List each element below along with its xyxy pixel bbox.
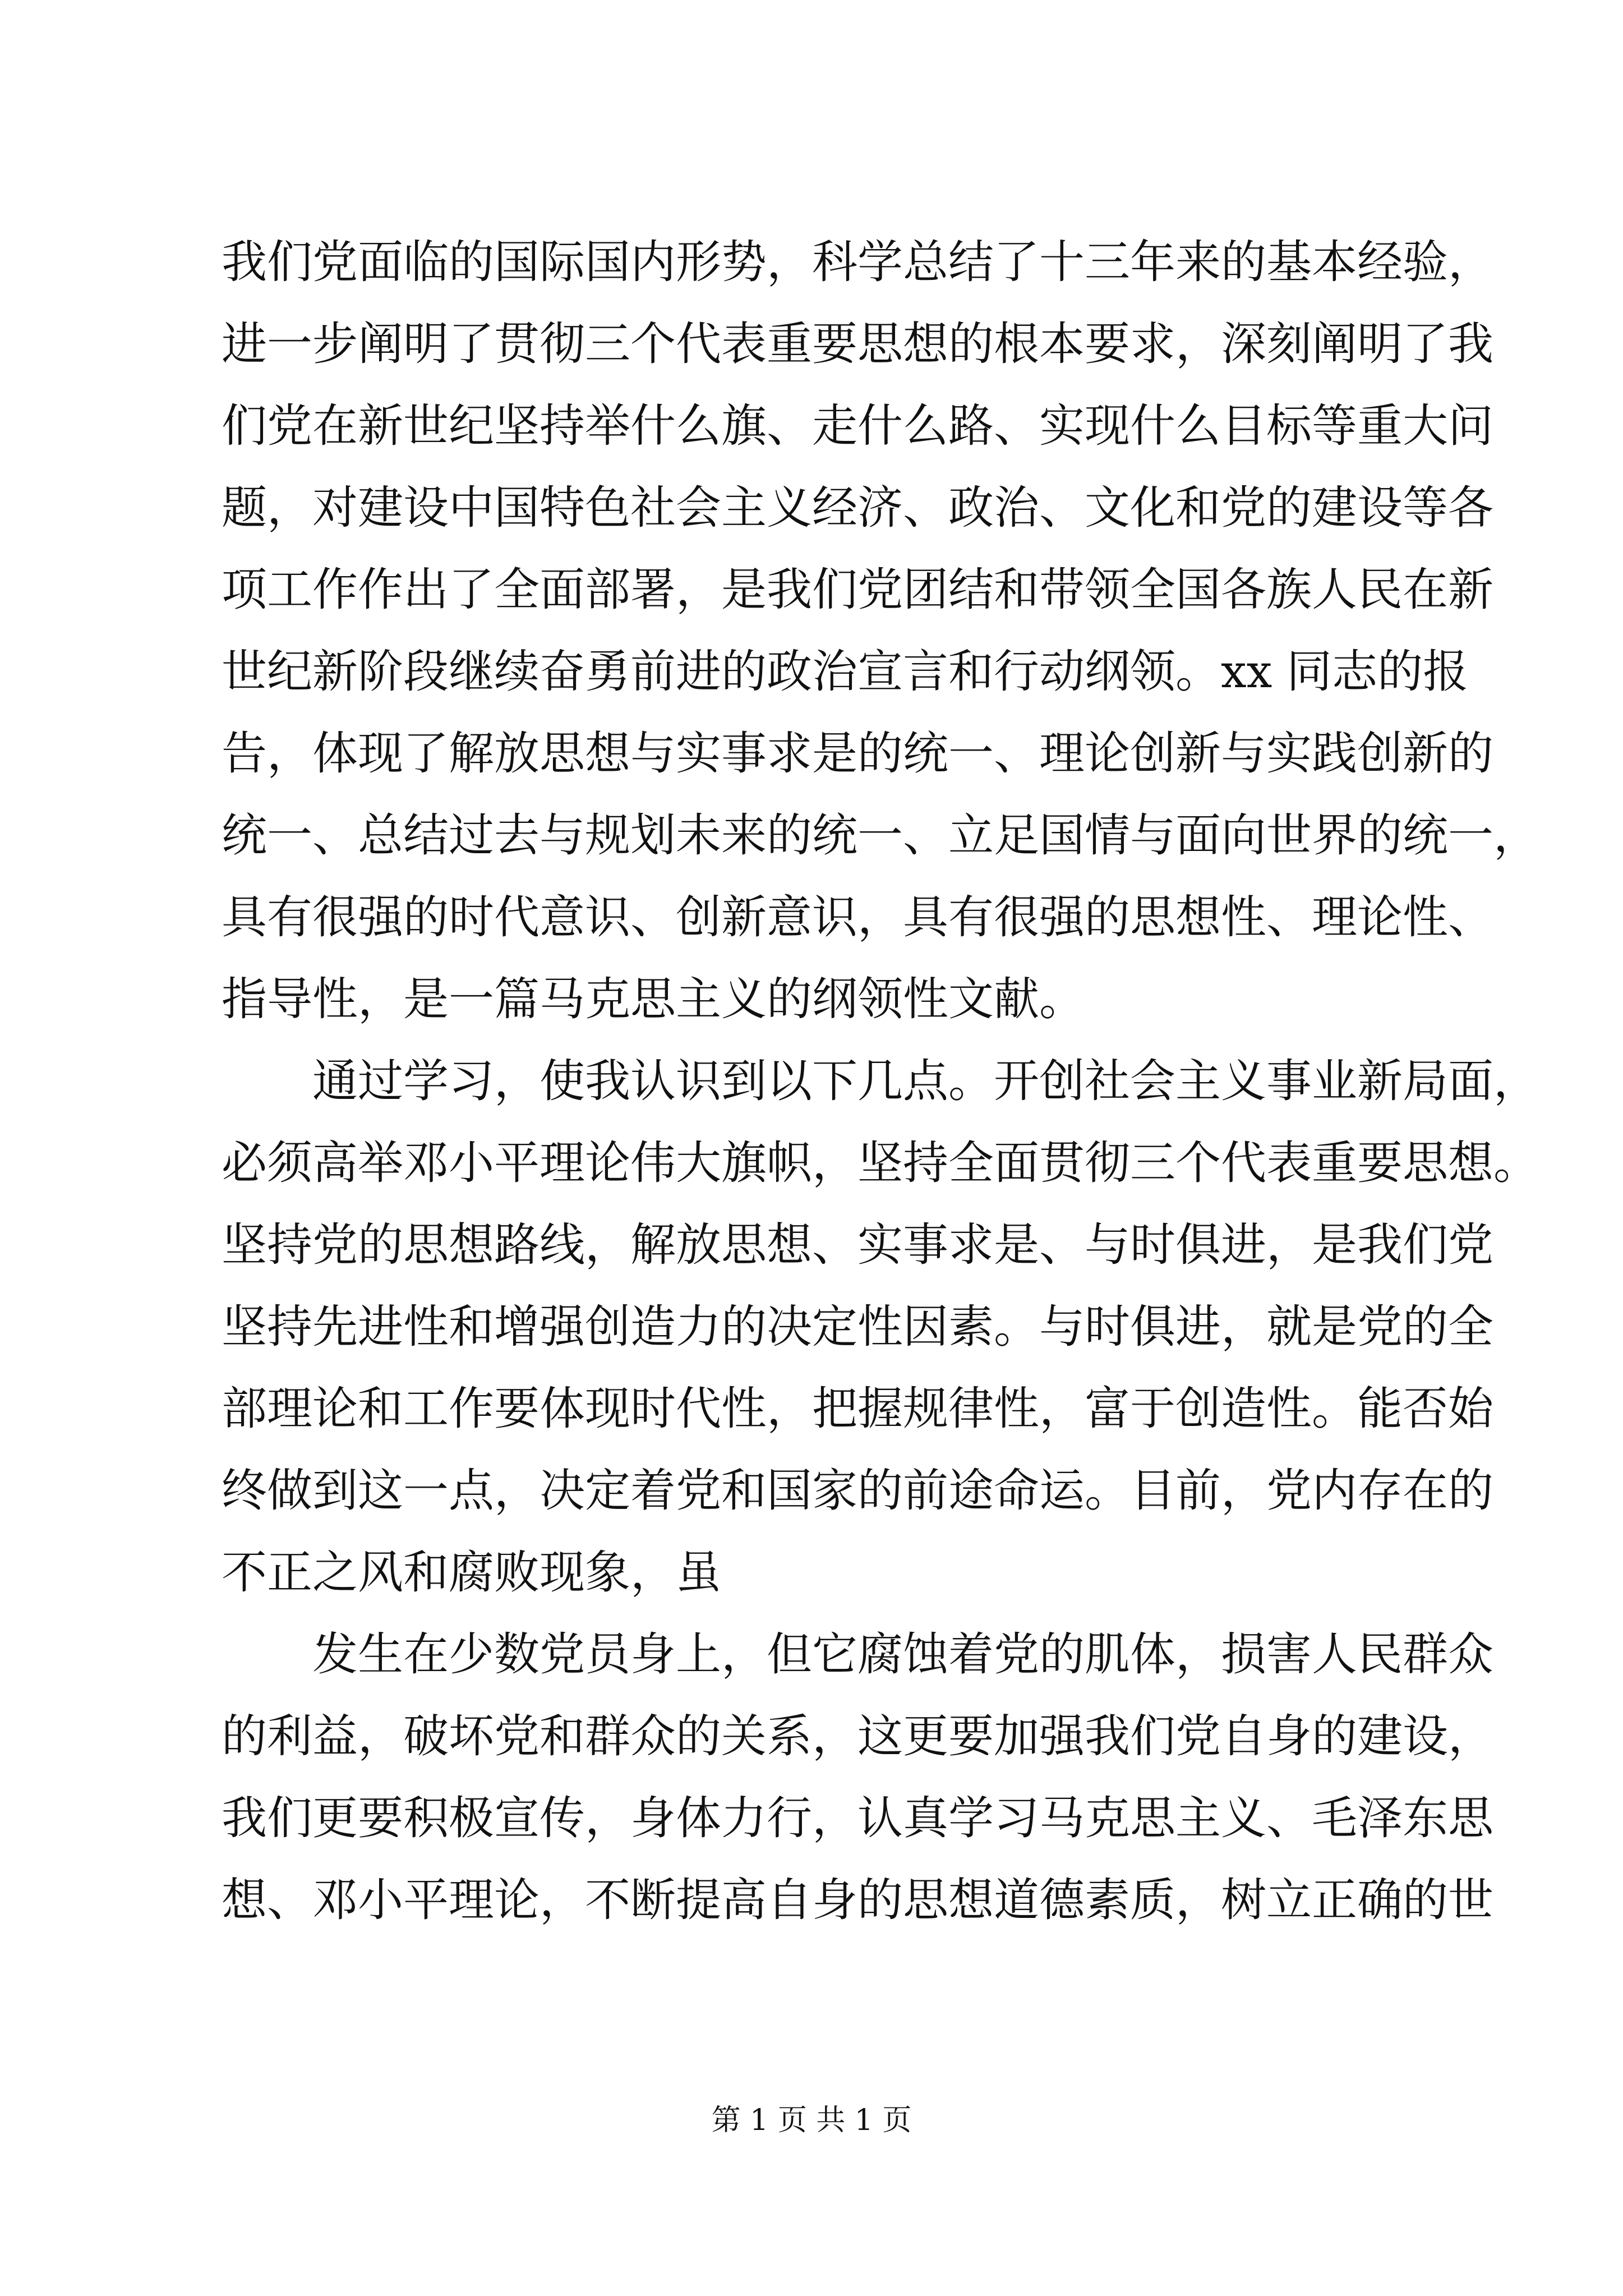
text-line: 进一步阐明了贯彻三个代表重要思想的根本要求，深刻阐明了我 xyxy=(222,318,1494,371)
text-line: 发生在少数党员身上，但它腐蚀着党的肌体，损害人民群众 xyxy=(222,1628,1494,1681)
text-line: 坚持党的思想路线，解放思想、实事求是、与时俱进，是我们党 xyxy=(222,1219,1494,1272)
text-line: 题，对建设中国特色社会主义经济、政治、文化和党的建设等各 xyxy=(222,482,1494,535)
text-line: 们党在新世纪坚持举什么旗、走什么路、实现什么目标等重大问 xyxy=(222,400,1494,453)
text-line: 的利益，破坏党和群众的关系，这更要加强我们党自身的建设， xyxy=(222,1710,1494,1763)
text-line: 必须高举邓小平理论伟大旗帜，坚持全面贯彻三个代表重要思想。 xyxy=(222,1137,1539,1190)
text-line: 告，体现了解放思想与实事求是的统一、理论创新与实践创新的 xyxy=(222,728,1494,780)
page-number-label: 第 1 页 共 1 页 xyxy=(711,2104,912,2137)
text-line: 终做到这一点，决定着党和国家的前途命运。目前，党内存在的 xyxy=(222,1465,1494,1517)
text-line: 我们更要积极宣传，身体力行，认真学习马克思主义、毛泽东思 xyxy=(222,1792,1494,1845)
body-text xyxy=(222,222,1539,1941)
text-line: 不正之风和腐败现象，虽 xyxy=(222,1547,722,1599)
text-line: 通过学习，使我认识到以下几点。开创社会主义事业新局面， xyxy=(222,1055,1539,1108)
text-line: 想、邓小平理论，不断提高自身的思想道德素质，树立正确的世 xyxy=(222,1874,1494,1927)
text-line: 具有很强的时代意识、创新意识，具有很强的思想性、理论性、 xyxy=(222,891,1494,944)
page-footer xyxy=(0,2101,1623,2140)
text-line: 坚持先进性和增强创造力的决定性因素。与时俱进，就是党的全 xyxy=(222,1301,1494,1354)
text-line: 部理论和工作要体现时代性，把握规律性，富于创造性。能否始 xyxy=(222,1383,1494,1435)
text-line: 我们党面临的国际国内形势，科学总结了十三年来的基本经验， xyxy=(222,236,1494,289)
text-line: 世纪新阶段继续奋勇前进的政治宣言和行动纲领。xx 同志的报 xyxy=(222,646,1469,698)
text-line: 项工作作出了全面部署，是我们党团结和带领全国各族人民在新 xyxy=(222,564,1494,616)
text-line: 统一、总结过去与规划未来的统一、立足国情与面向世界的统一， xyxy=(222,809,1539,862)
text-line: 指导性，是一篇马克思主义的纲领性文献。 xyxy=(222,973,1085,1026)
